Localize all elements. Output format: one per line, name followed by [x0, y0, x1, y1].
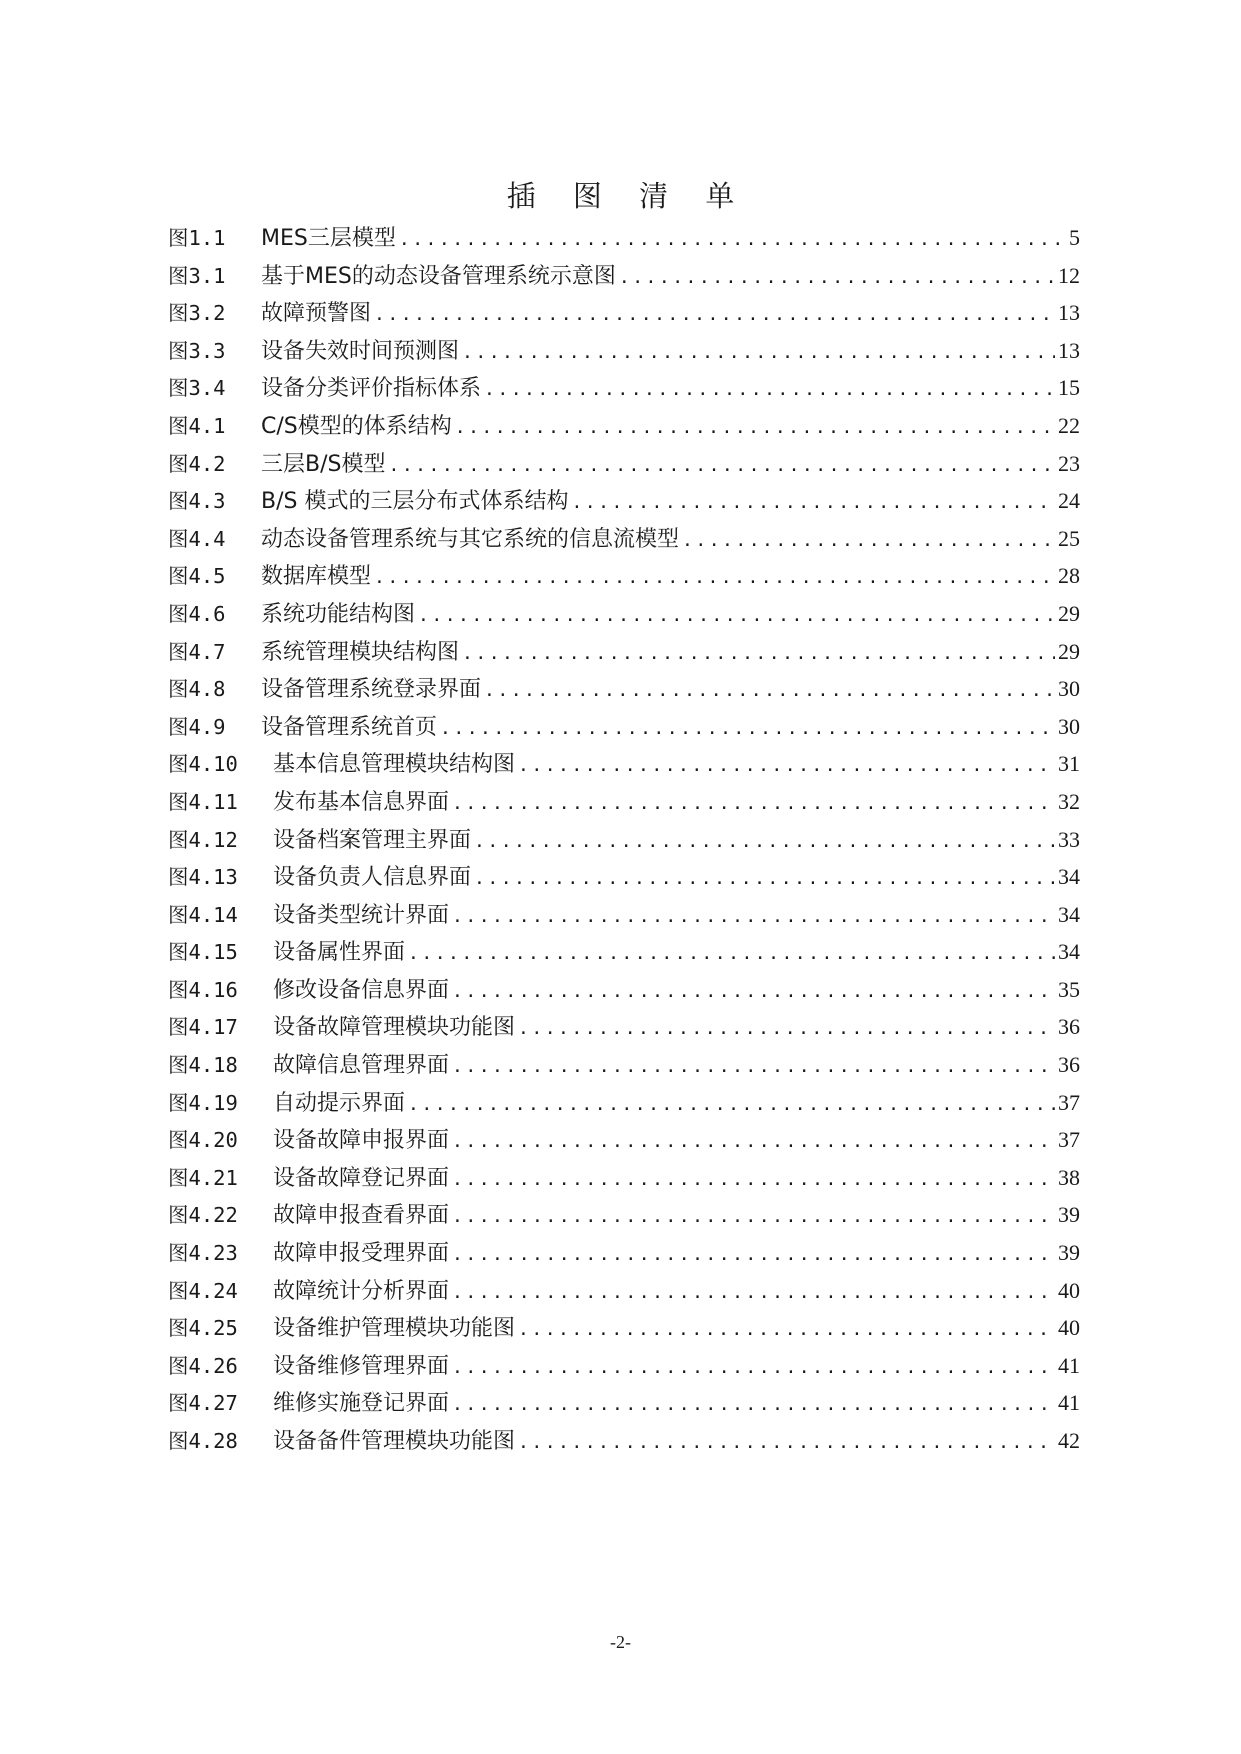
figure-caption: 设备管理系统首页: [261, 714, 438, 740]
list-item: [168, 482, 1080, 520]
page-ref: 40: [1058, 1277, 1080, 1303]
page-ref: 34: [1058, 939, 1080, 965]
list-item: [168, 407, 1080, 445]
dot-leader: [471, 860, 1055, 896]
figure-caption: 设备备件管理模块功能图: [273, 1429, 516, 1454]
dot-leader: [449, 1123, 1055, 1159]
page-ref: 23: [1058, 450, 1080, 476]
page-number: -2-: [610, 1632, 631, 1652]
list-item: [168, 896, 1080, 934]
dot-leader: [371, 296, 1055, 332]
figure-number: 图4.8: [168, 677, 226, 702]
figure-number: 图4.5: [168, 564, 226, 589]
figure-number: 图4.1: [168, 413, 226, 438]
figure-caption: 设备故障申报界面: [273, 1128, 450, 1154]
dot-leader: [459, 635, 1055, 671]
list-item: [168, 595, 1080, 633]
list-item: [168, 1121, 1080, 1159]
page-ref: 22: [1058, 412, 1080, 438]
figure-caption: 发布基本信息界面: [273, 789, 450, 815]
dot-leader: [385, 447, 1055, 483]
page-ref: 15: [1058, 375, 1080, 401]
page-ref: 36: [1058, 1052, 1080, 1078]
list-item: [168, 933, 1080, 971]
figure-number: 图4.3: [168, 489, 226, 514]
figure-caption: 设备负责人信息界面: [273, 865, 472, 891]
figure-number: 图4.25: [168, 1316, 238, 1341]
dot-leader: [449, 1386, 1055, 1422]
figure-caption: 故障申报查看界面: [273, 1203, 450, 1229]
figure-number: 图4.20: [168, 1128, 238, 1153]
figure-caption: 设备类型统计界面: [273, 902, 450, 928]
list-item: [168, 369, 1080, 407]
figure-caption: 设备管理系统登录界面: [261, 677, 482, 703]
page-ref: 41: [1058, 1390, 1080, 1416]
dot-leader: [679, 522, 1055, 558]
page-ref: 37: [1058, 1127, 1080, 1153]
dot-leader: [515, 747, 1055, 783]
figure-number: 图4.14: [168, 902, 238, 927]
list-item: [168, 670, 1080, 708]
list-item: [168, 520, 1080, 558]
figure-number: 图4.17: [168, 1015, 238, 1040]
list-item: [168, 971, 1080, 1009]
figure-number: 图4.12: [168, 827, 238, 852]
page-ref: 42: [1058, 1428, 1080, 1453]
figure-caption: 系统功能结构图: [261, 601, 416, 627]
figure-caption: 设备档案管理主界面: [273, 827, 472, 853]
list-item: [168, 257, 1080, 295]
page-ref: 40: [1058, 1315, 1080, 1341]
page-ref: 30: [1058, 713, 1080, 739]
page-ref: 31: [1058, 751, 1080, 777]
figure-caption: 设备分类评价指标体系: [261, 376, 482, 402]
figure-caption: 设备失效时间预测图: [261, 338, 460, 364]
list-item: [168, 1422, 1080, 1460]
list-item: [168, 1196, 1080, 1234]
dot-leader: [471, 823, 1055, 859]
figure-caption: 设备属性界面: [273, 940, 406, 966]
page-ref: 34: [1058, 864, 1080, 890]
dot-leader: [459, 334, 1055, 370]
dot-leader: [449, 785, 1055, 821]
page-ref: 39: [1058, 1240, 1080, 1266]
figure-number: 图3.4: [168, 376, 226, 401]
figure-caption: 故障申报受理界面: [273, 1241, 450, 1267]
dot-leader: [449, 1274, 1055, 1310]
list-item: [168, 1347, 1080, 1385]
figure-caption: 故障统计分析界面: [273, 1278, 450, 1304]
dot-leader: [449, 1198, 1055, 1234]
figure-caption: 数据库模型: [261, 564, 372, 590]
dot-leader: [481, 371, 1055, 407]
figure-number: 图4.13: [168, 865, 238, 890]
list-item: [168, 1272, 1080, 1310]
figure-caption: 设备故障管理模块功能图: [273, 1015, 516, 1041]
figure-number: 图4.4: [168, 526, 226, 551]
list-item: [168, 708, 1080, 746]
figure-number: 图1.1: [168, 226, 226, 250]
dot-leader: [371, 559, 1055, 595]
figure-number: 图3.2: [168, 301, 226, 326]
figure-number: 图4.9: [168, 714, 226, 739]
figure-caption: 设备维护管理模块功能图: [273, 1316, 516, 1342]
figure-caption: 基本信息管理模块结构图: [273, 752, 516, 778]
figure-caption: B/S 模式的三层分布式体系结构: [261, 489, 569, 515]
figure-number: 图4.7: [168, 639, 226, 664]
figure-number: 图4.6: [168, 601, 226, 626]
figure-caption: 基于MES的动态设备管理系统示意图: [261, 263, 616, 289]
page-ref: 32: [1058, 788, 1080, 814]
dot-leader: [452, 409, 1055, 445]
figure-caption: C/S模型的体系结构: [261, 413, 452, 439]
figure-number: 图4.22: [168, 1203, 238, 1228]
list-item: [168, 1084, 1080, 1122]
page-ref: 30: [1058, 676, 1080, 702]
dot-leader: [449, 973, 1055, 1009]
figure-caption: MES三层模型: [261, 226, 396, 251]
list-item: [168, 1384, 1080, 1422]
dot-leader: [515, 1010, 1055, 1046]
figure-number: 图4.27: [168, 1391, 238, 1416]
figure-number: 图4.28: [168, 1429, 238, 1453]
figure-number: 图3.1: [168, 263, 226, 288]
list-item: [168, 821, 1080, 859]
figure-caption: 动态设备管理系统与其它系统的信息流模型: [261, 526, 680, 552]
list-item: [168, 557, 1080, 595]
dot-leader: [568, 484, 1055, 520]
figure-caption: 故障信息管理界面: [273, 1053, 450, 1079]
page-ref: 29: [1058, 638, 1080, 664]
page-ref: 24: [1058, 488, 1080, 514]
list-item: [168, 745, 1080, 783]
page-ref: 12: [1058, 262, 1080, 288]
figure-number: 图4.11: [168, 789, 238, 814]
list-item: [168, 1309, 1080, 1347]
dot-leader: [449, 898, 1055, 934]
list-item: [168, 219, 1080, 257]
page-title: 插 图 清 单: [506, 179, 749, 213]
figure-number: 图4.23: [168, 1241, 238, 1266]
page-ref: 13: [1058, 300, 1080, 326]
dot-leader: [449, 1236, 1055, 1272]
page-ref: 28: [1058, 563, 1080, 589]
page-ref: 34: [1058, 901, 1080, 927]
dot-leader: [449, 1349, 1055, 1385]
page-ref: 35: [1058, 976, 1080, 1002]
figure-caption: 系统管理模块结构图: [261, 639, 460, 665]
list-item: [168, 332, 1080, 370]
dot-leader: [515, 1311, 1055, 1347]
figure-caption: 故障预警图: [261, 301, 372, 327]
dot-leader: [449, 1161, 1055, 1197]
figure-number: 图4.21: [168, 1165, 238, 1190]
figure-caption: 设备故障登记界面: [273, 1165, 450, 1191]
page-ref: 29: [1058, 600, 1080, 626]
dot-leader: [405, 1086, 1055, 1122]
page-ref: 25: [1058, 525, 1080, 551]
page-ref: 39: [1058, 1202, 1080, 1228]
dot-leader: [616, 259, 1055, 295]
list-item: [168, 1234, 1080, 1272]
list-item: [168, 858, 1080, 896]
list-item: [168, 445, 1080, 483]
figure-number: 图3.3: [168, 338, 226, 363]
dot-leader: [415, 597, 1055, 633]
figure-caption: 三层B/S模型: [261, 451, 386, 477]
dot-leader: [437, 710, 1055, 746]
list-item: [168, 1046, 1080, 1084]
list-item: [168, 633, 1080, 671]
page-ref: 41: [1058, 1352, 1080, 1378]
figure-caption: 修改设备信息界面: [273, 977, 450, 1003]
list-item: [168, 1008, 1080, 1046]
page-ref: 33: [1058, 826, 1080, 852]
figure-number: 图4.16: [168, 977, 238, 1002]
figure-number: 图4.10: [168, 752, 238, 777]
dot-leader: [449, 1048, 1055, 1084]
dot-leader: [481, 672, 1055, 708]
page-ref: 13: [1058, 337, 1080, 363]
list-item: [168, 294, 1080, 332]
figure-caption: 维修实施登记界面: [273, 1391, 450, 1417]
figure-number: 图4.2: [168, 451, 226, 476]
page-ref: 37: [1058, 1089, 1080, 1115]
figure-number: 图4.26: [168, 1353, 238, 1378]
figure-caption: 设备维修管理界面: [273, 1353, 450, 1379]
dot-leader: [515, 1424, 1055, 1460]
figure-number: 图4.15: [168, 940, 238, 965]
page-ref: 36: [1058, 1014, 1080, 1040]
list-item: [168, 1159, 1080, 1197]
figure-number: 图4.19: [168, 1090, 238, 1115]
figure-caption: 自动提示界面: [273, 1090, 406, 1116]
list-item: [168, 783, 1080, 821]
figure-number: 图4.18: [168, 1053, 238, 1078]
figure-list: [168, 219, 1080, 1460]
figure-number: 图4.24: [168, 1278, 238, 1303]
page-ref: 38: [1058, 1164, 1080, 1190]
dot-leader: [396, 221, 1066, 257]
page-ref: 5: [1069, 225, 1080, 250]
dot-leader: [405, 935, 1055, 971]
